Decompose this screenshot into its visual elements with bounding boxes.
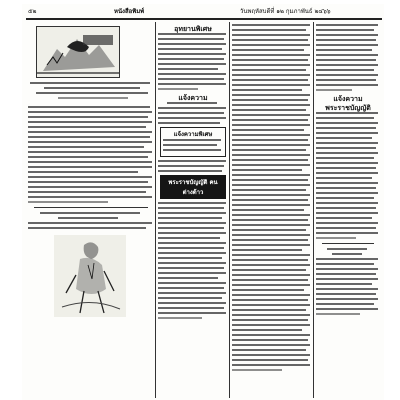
notice-text-lines bbox=[316, 248, 380, 315]
column-4 bbox=[316, 24, 380, 398]
article-text-lines bbox=[158, 102, 228, 124]
section-heading: อุทยานพิเศษ bbox=[174, 24, 212, 33]
article-text-lines bbox=[316, 112, 380, 239]
pencil-sketch-illustration bbox=[54, 235, 126, 317]
article-text-lines bbox=[28, 106, 154, 203]
article-text-lines bbox=[28, 212, 154, 229]
running-head bbox=[22, 6, 384, 18]
section-heading: แจ้งความ bbox=[333, 94, 363, 103]
section-heading: แจ้งความ bbox=[178, 93, 208, 102]
inverted-heading: พระราชบัญญัติ คนต่างด้าว bbox=[160, 175, 226, 199]
caption-text-lines bbox=[28, 82, 154, 99]
section-separator bbox=[34, 207, 148, 208]
page-number: ๕๒ bbox=[28, 8, 37, 15]
paper-name: หนังสือพิมพ์ bbox=[114, 8, 145, 15]
article-text-lines bbox=[158, 33, 228, 90]
notice-box bbox=[160, 127, 226, 157]
column-rule bbox=[155, 22, 156, 398]
column-rule bbox=[313, 22, 314, 398]
column-2 bbox=[158, 24, 228, 398]
article-text-lines bbox=[232, 24, 312, 371]
newspaper-page bbox=[22, 4, 384, 400]
header-rule bbox=[26, 18, 382, 20]
column-3 bbox=[232, 24, 312, 398]
article-text-lines bbox=[158, 202, 228, 319]
article-text-lines bbox=[316, 24, 380, 91]
section-separator bbox=[322, 243, 374, 244]
section-heading: พระราชบัญญัติ bbox=[325, 103, 371, 112]
notice-title: แจ้งความพิเศษ bbox=[173, 131, 213, 138]
article-text-lines bbox=[158, 160, 228, 172]
column-1 bbox=[28, 24, 154, 398]
column-rule bbox=[229, 22, 230, 398]
cartoon-illustration bbox=[36, 26, 120, 78]
date-line: วันพฤหัสบดีที่ ๑๒ กุมภาพันธ์ ๒๔๖๖ bbox=[240, 8, 331, 15]
